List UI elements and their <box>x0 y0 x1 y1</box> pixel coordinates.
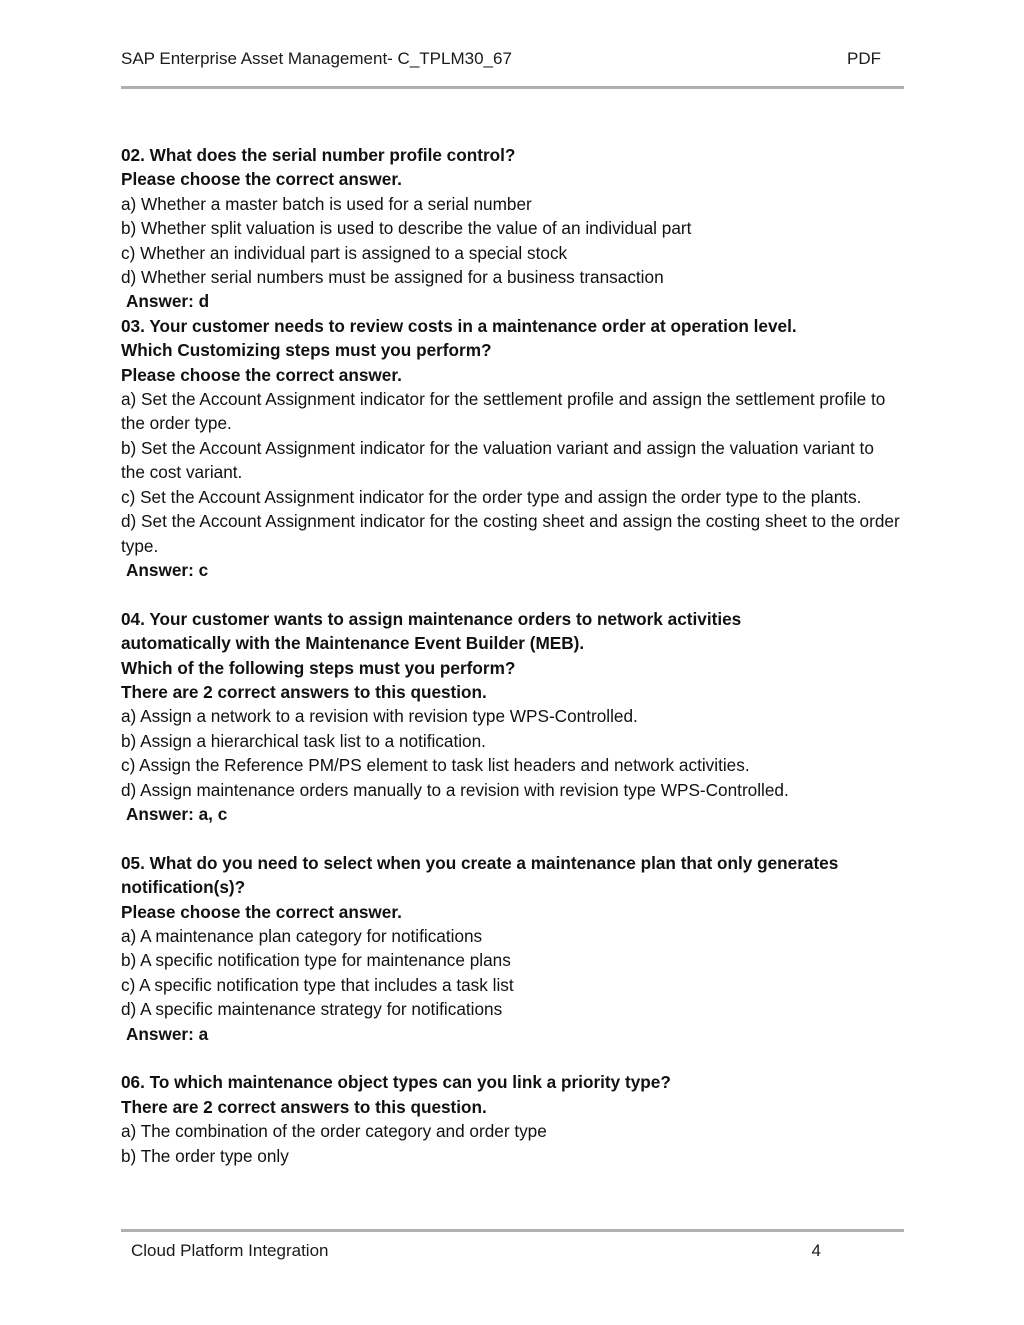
answer-option: a) Assign a network to a revision with revision type WPS-Controlled. <box>121 706 638 727</box>
answer-option: d) Whether serial numbers must be assigned for a business transaction <box>121 267 664 288</box>
correct-answer: Answer: d <box>126 291 210 312</box>
answer-option: d) Set the Account Assignment indicator for the costing sheet and assign the costing sheet to the order type. <box>121 511 900 556</box>
question-instruction: Please choose the correct answer. <box>121 364 402 385</box>
answer-option: c) A specific notification type that includes a task list <box>121 974 514 995</box>
answer-option: b) The order type only <box>121 1145 289 1166</box>
answer-option: b) Whether split valuation is used to describe the value of an individual part <box>121 218 692 239</box>
page-content <box>121 143 901 1168</box>
question-title-continued: Which of the following steps must you perform? <box>121 657 516 678</box>
question-instruction: There are 2 correct answers to this question. <box>121 681 487 702</box>
correct-answer: Answer: c <box>126 559 209 580</box>
question-instruction: Please choose the correct answer. <box>121 169 402 190</box>
footer-divider <box>121 1229 904 1232</box>
question-title: 05. What do you need to select when you create a maintenance plan that only generates notification(s)? <box>121 852 839 898</box>
question-title-continued: automatically with the Maintenance Event Builder (MEB). <box>121 633 585 654</box>
answer-option: b) Assign a hierarchical task list to a notification. <box>121 730 486 751</box>
document-title: SAP Enterprise Asset Management- C_TPLM30_67 <box>121 49 512 68</box>
answer-option: c) Whether an individual part is assigned to a special stock <box>121 242 568 263</box>
answer-option: a) A maintenance plan category for notifications <box>121 925 483 946</box>
answer-option: a) The combination of the order category and order type <box>121 1121 547 1142</box>
question-title: 06. To which maintenance object types can you link a priority type? <box>121 1072 671 1093</box>
question-title-continued: Which Customizing steps must you perform? <box>121 340 492 361</box>
correct-answer: Answer: a, c <box>126 803 228 824</box>
answer-option: c) Set the Account Assignment indicator for the order type and assign the order type to the plants. <box>121 486 862 507</box>
header-divider <box>121 86 904 89</box>
footer-label: Cloud Platform Integration <box>131 1241 329 1260</box>
question-instruction: Please choose the correct answer. <box>121 901 402 922</box>
question-title: 02. What does the serial number profile control? <box>121 145 516 165</box>
answer-option: d) A specific maintenance strategy for notifications <box>121 999 503 1020</box>
answer-option: c) Assign the Reference PM/PS element to task list headers and network activities. <box>121 755 750 776</box>
correct-answer: Answer: a <box>126 1023 209 1044</box>
answer-option: a) Set the Account Assignment indicator for the settlement profile and assign the settlement profile to the order type. <box>121 389 886 434</box>
document-format: PDF <box>847 49 881 68</box>
question-title: 03. Your customer needs to review costs in a maintenance order at operation level. <box>121 315 797 336</box>
question-instruction: There are 2 correct answers to this question. <box>121 1096 487 1117</box>
answer-option: b) Set the Account Assignment indicator for the valuation variant and assign the valuation variant to the cost variant. <box>121 437 874 483</box>
page-number: 4 <box>811 1241 821 1260</box>
answer-option: b) A specific notification type for maintenance plans <box>121 950 511 971</box>
answer-option: a) Whether a master batch is used for a serial number <box>121 193 532 214</box>
question-title: 04. Your customer wants to assign maintenance orders to network activities <box>121 608 742 629</box>
answer-option: d) Assign maintenance orders manually to a revision with revision type WPS-Controlled. <box>121 779 789 800</box>
